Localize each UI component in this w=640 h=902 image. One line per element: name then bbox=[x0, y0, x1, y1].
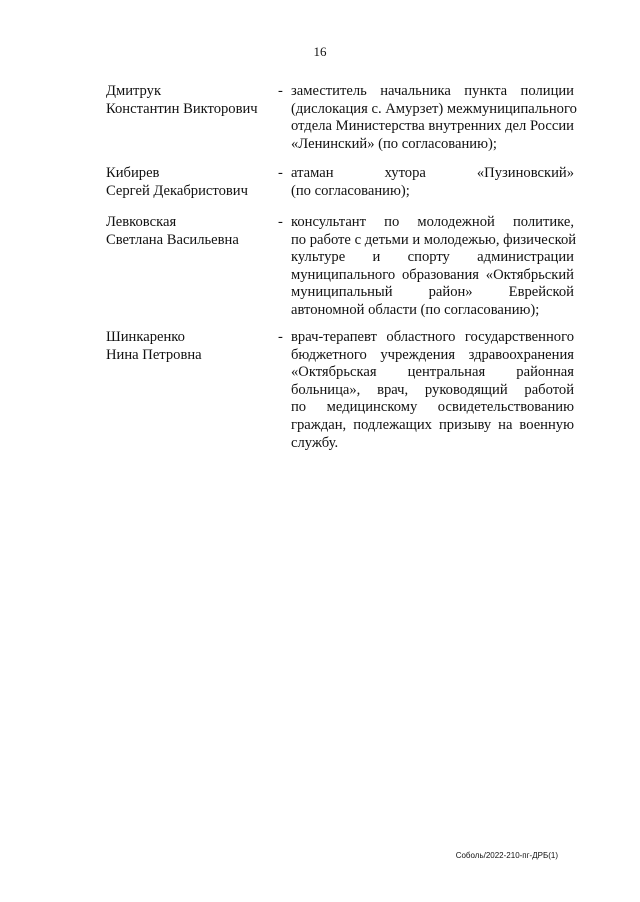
member-position bbox=[291, 329, 574, 452]
position-line: бюджетного учреждения здравоохранения bbox=[291, 346, 574, 363]
separator-dash: - bbox=[278, 83, 283, 99]
page-number: 16 bbox=[313, 44, 327, 59]
member-name bbox=[106, 329, 276, 364]
member-given-names: Светлана Васильевна bbox=[106, 231, 239, 248]
separator-dash: - bbox=[278, 329, 283, 345]
position-line: врач-терапевт областного государственного bbox=[291, 329, 574, 345]
separator-dash: - bbox=[278, 214, 283, 230]
position-line: (по согласованию); bbox=[291, 182, 410, 199]
member-surname: Дмитрук bbox=[106, 83, 162, 99]
position-line: «Ленинский» (по согласованию); bbox=[291, 135, 497, 152]
position-line: автономной области (по согласованию); bbox=[291, 301, 540, 318]
member-given-names: Сергей Декабристович bbox=[106, 182, 248, 199]
position-line: муниципального образования «Октябрьский bbox=[291, 266, 574, 283]
position-line: «Октябрьская центральная районная bbox=[291, 364, 574, 381]
position-line: службу. bbox=[291, 434, 339, 451]
position-line: по работе с детьми и молодежью, физической bbox=[291, 231, 577, 248]
member-surname: Шинкаренко bbox=[106, 329, 185, 345]
position-line: (дислокация с. Амурзет) межмуниципального bbox=[291, 100, 577, 117]
position-line: консультант по молодежной политике, bbox=[291, 214, 574, 230]
member-name bbox=[106, 214, 276, 249]
document-footer-code: Соболь/2022-210-пг-ДРБ(1) bbox=[455, 851, 558, 860]
member-surname: Левковская bbox=[106, 214, 177, 230]
position-line: граждан, подлежащих призыву на военную bbox=[291, 416, 574, 433]
member-given-names: Константин Викторович bbox=[106, 100, 258, 117]
position-line: заместитель начальника пункта полиции bbox=[291, 83, 574, 99]
position-line: культуре и спорту администрации bbox=[291, 249, 574, 266]
member-name bbox=[106, 165, 276, 200]
member-position bbox=[291, 165, 574, 200]
position-line: атаман хутора «Пузиновский» bbox=[291, 165, 574, 181]
member-position bbox=[291, 83, 577, 153]
position-line: по медицинскому освидетельствованию bbox=[291, 399, 574, 416]
member-position bbox=[291, 214, 577, 320]
member-name bbox=[106, 83, 276, 118]
position-line: больница», врач, руководящий работой bbox=[291, 381, 574, 398]
position-line: муниципальный район» Еврейской bbox=[291, 284, 574, 301]
member-surname: Кибирев bbox=[106, 165, 160, 181]
separator-dash: - bbox=[278, 165, 283, 181]
member-given-names: Нина Петровна bbox=[106, 346, 202, 363]
position-line: отдела Министерства внутренних дел России bbox=[291, 118, 574, 135]
